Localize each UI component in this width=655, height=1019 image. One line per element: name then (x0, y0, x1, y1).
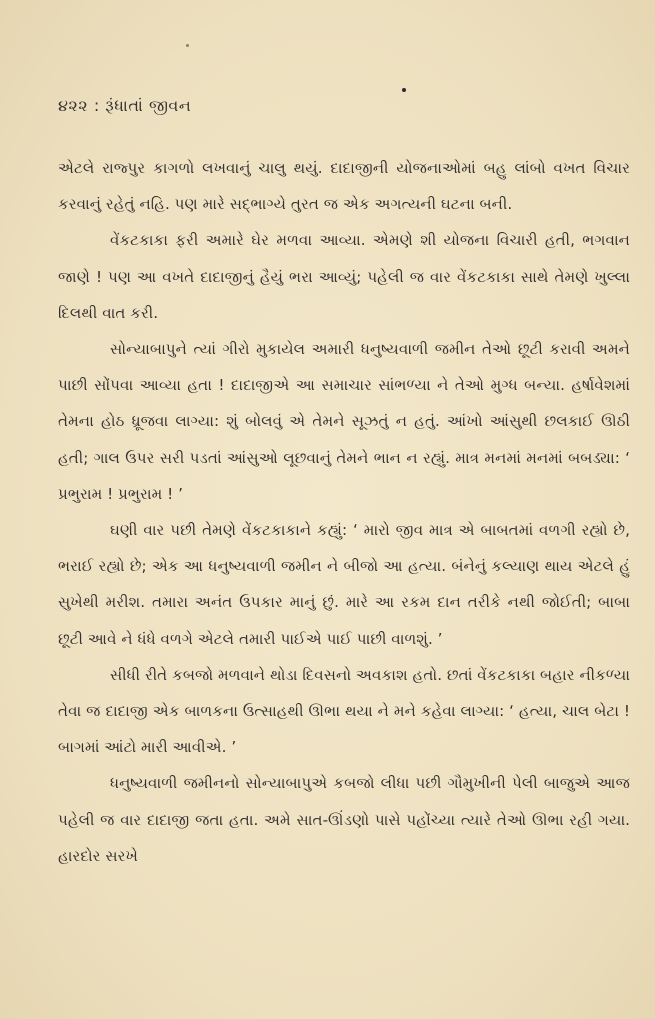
paragraph: એટલે રાજ્પુર કાગળો લખવાનું ચાલુ થયું. દાદાજીની યોજનાઓમાં બહુ લાંબો વખત વિચાર કરવાનું રહેતું નહિ. પણ મારે સદ્ભાગ્યે તુરત જ એક અગત્યની ઘટના બની. (58, 159, 630, 214)
header-separator: : (93, 96, 100, 115)
paragraph: સીધી રીતે કબજો મળવાને થોડા દિવસનો અવકાશ હતો. છતાં વેંકટકાકા બહાર નીકળ્યા તેવા જ દાદાજી એક બાળકના ઉત્સાહથી ઊભા થયા ને મને કહેવા લાગ્યા: ‘ હત્યા, ચાલ બેટા ! બાગમાં આંટો મારી આવીએ. ’ (58, 665, 630, 757)
book-title: રૂંધાતાં જીવન (105, 96, 192, 115)
ink-speck (402, 88, 406, 92)
paragraph: ઘણી વાર પછી તેમણે વેંકટકાકાને કહ્યું: ‘ મારો જીવ માત્ર એ બાબતમાં વળગી રહ્યો છે, ભરાઈ રહ્યો છે; એક આ ધનુષ્યવાળી જમીન ને બીજો આ હત્યા. બંનેનું કલ્યાણ થાય એટલે હું સુખેથી મરીશ. તમારા અનંત ઉપકાર માનું છું. મારે આ રકમ દાન તરીકે નથી જોઈતી; બાબા છૂટી આવે ને ધંધે વળગે એટલે તમારી પાઈએ પાઈ પાછી વાળશું. ’ (58, 521, 630, 648)
body-text (58, 150, 630, 874)
running-header (58, 96, 191, 116)
paragraph: વેંકટકાકા ફરી અમારે ઘેર મળવા આવ્યા. એમણે શી યોજના વિચારી હતી, ભગવાન જાણે ! પણ આ વખતે દાદાજીનું હૈયું ભરા આવ્યું; પહેલી જ વાર વેંકટકાકા સાથે તેમણે ખુલ્લા દિલથી વાત કરી. (58, 231, 630, 322)
paragraph: સોન્યાબાપુને ત્યાં ગીરો મુકાયેલ અમારી ધનુષ્યવાળી જમીન તેઓ છૂટી કરાવી અમને પાછી સોંપવા આવ્યા હતા ! દાદાજીએ આ સમાચાર સાંભળ્યા ને તેઓ મુગ્ધ બન્યા. હર્ષાવેશમાં તેમના હોઠ ધ્રૂજવા લાગ્યા: શું બોલવું એ તેમને સૂઝતું ન હતું. આંખો આંસુથી છલકાઈ ઊઠી હતી; ગાલ ઉપર સરી પડતાં આંસુઓ લૂછવાનું તેમને ભાન ન રહ્યું. માત્ર મનમાં મનમાં બબડ્યા: ‘ પ્રભુરામ ! પ્રભુરામ ! ’ (58, 340, 630, 503)
ink-speck (186, 44, 189, 47)
paragraph: ધનુષ્યવાળી જમીનનો સોન્યાબાપુએ કબજો લીધા પછી ગૌમુખીની પેલી બાજુએ આજ પહેલી જ વાર દાદાજી જતા હતા. અમે સાત-ઊંડણો પાસે પહોંચ્યા ત્યારે તેઓ ઊભા રહી ગયા. હારદોર સરખે (58, 774, 630, 865)
page-number: ૪૨૨ (58, 96, 89, 115)
